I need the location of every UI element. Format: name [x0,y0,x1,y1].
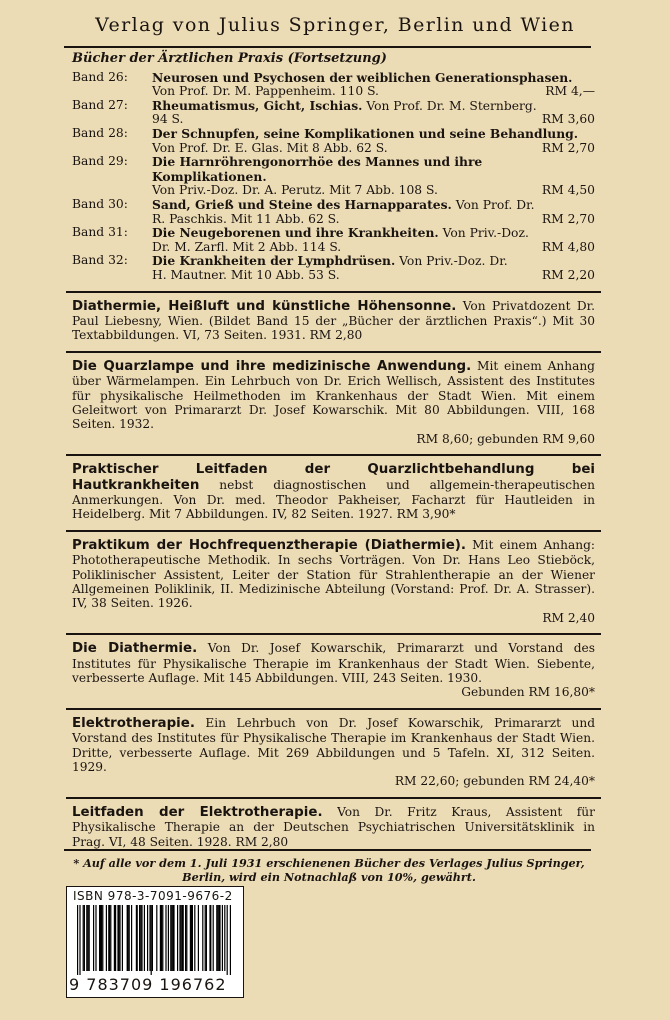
band-number: Band 29: [72,154,128,169]
barcode-bar [227,905,228,975]
barcode-bar [230,905,231,975]
barcode-bar [185,905,186,971]
barcode-bar [219,905,221,971]
band-body [152,99,595,127]
catalog-entry [72,716,595,789]
barcode-bar [222,905,223,971]
section-divider [66,454,601,456]
barcode-bar [190,905,191,971]
barcode-bar [117,905,119,971]
barcode-bar [93,905,94,971]
barcode-bar [156,905,157,971]
isbn-digits: 9 783709 196762 [69,975,227,994]
entry-title: Praktikum der Hochfrequenztherapie (Diathermie). [72,537,466,553]
barcode-icon [75,905,235,975]
barcode-bar [217,905,218,971]
band-price: RM 4,50 [541,183,595,198]
band-title: Der Schnupfen, seine Komplikationen und seine Behandlung. [152,125,579,141]
catalog-entry [72,462,595,522]
entry-text: Von Privatdozent Dr. Paul Liebesny, Wien. (Bildet Band 15 der „Bücher der ärztlichen Praxis“.) Mit 30 Textabbildungen. VI, 73 Seiten. 1931. RM 2,80 [72,298,595,343]
barcode-bar [160,905,161,971]
entry-title: Diathermie, Heißluft und künstliche Höhensonne. [72,298,457,314]
barcode-bar [77,905,78,975]
band-details: 94 S. [152,112,184,127]
band-body [152,155,595,198]
barcode-bar [115,905,116,971]
barcode-bar [205,905,206,971]
band-author-start: Von Prof. Dr. M. Sternberg. [362,98,537,113]
barcode-bar [95,905,96,971]
barcode-bar [101,905,102,971]
entry-title: Praktischer Leitfaden der Quarzlichtbehandlung bei Hautkrankheiten [72,462,595,493]
section-divider [66,530,601,532]
section-divider [66,291,601,293]
band-details: Von Priv.-Doz. Dr. A. Perutz. Mit 7 Abb. 108 S. [152,183,438,198]
band-item [72,254,595,282]
barcode-bar [119,905,120,971]
catalog-entry [72,805,595,849]
barcode-bar [179,905,180,971]
catalog-entry [72,299,595,343]
barcode-bar [182,905,184,971]
barcode-bar [206,905,207,971]
band-title: Die Harnröhrengonorrhöe des Mannes und ihre Komplikationen. [152,154,483,184]
barcode-bar [106,905,107,971]
barcode-bar [114,905,115,971]
band-item [72,99,595,127]
barcode-bar [108,905,110,971]
barcode-bar [161,905,162,971]
entry-text: Von Dr. Fritz Kraus, Assistent für Physikalische Therapie an der Deutschen Psychiatrischen Universitätsklinik in Prag. VI, 48 Seiten. 1928. RM 2,80 [72,804,595,849]
band-author-start: Von Priv.-Doz. [438,226,529,241]
barcode-bar [110,905,111,971]
barcode-bar [224,905,225,971]
entry-title: Die Diathermie. [72,641,198,657]
band-number: Band 32: [72,253,128,268]
entry-text: Mit einem Anhang über Wärmelampen. Ein Lehrbuch von Dr. Erich Wellisch, Assistent des Institutes für physikalische Heilmethoden im Krankenhaus der Stadt Wien. Mit einem Geleitwort von Primararzt Dr. Josef Kowarschik. Mit 80 Abbildungen. VIII, 168 Seiten. 1932. [72,358,595,432]
barcode-bar [171,905,172,971]
barcode-bar [99,905,101,971]
band-details: Von Prof. Dr. M. Pappenheim. 110 S. [152,84,379,99]
band-author-start: Von Prof. Dr. [451,197,535,212]
band-price: RM 2,70 [541,140,595,155]
band-body [152,226,595,254]
band-title: Neurosen und Psychosen der weiblichen Generationsphasen. [152,69,573,85]
entry-title: Leitfaden der Elektrotherapie. [72,804,323,820]
header-rule [64,46,591,48]
barcode-bar [209,905,211,971]
band-price: RM 4,80 [541,239,595,254]
entry-price: RM 22,60; gebunden RM 24,40* [394,774,595,789]
barcode-bar [140,905,141,971]
band-title: Rheumatismus, Gicht, Ischias. [152,97,363,113]
barcode-bar [131,905,132,971]
band-body [152,198,595,226]
barcode-bar [177,905,178,971]
entry-price: Gebunden RM 16,80* [461,685,595,700]
barcode-bar [87,905,88,971]
catalog-entry [72,359,595,446]
band-body [152,254,595,282]
band-price: RM 2,70 [541,211,595,226]
band-title: Sand, Grieß und Steine des Harnapparates. [152,196,452,212]
band-number: Band 26: [72,69,128,84]
barcode-bar [147,905,148,971]
entry-list [72,291,595,850]
band-item [72,155,595,198]
entry-text: Von Dr. Josef Kowarschik, Primararzt und Vorstand des Institutes für Physikalische Therapie im Krankenhaus der Stadt Wien. Siebente, verbesserte Auflage. Mit 145 Abbildungen. VIII, 243 Seiten. 1930. [72,641,595,686]
band-details: Dr. M. Zarfl. Mit 2 Abb. 114 S. [152,239,342,254]
entry-text: nebst diagnostischen und allgemein-therapeutischen Anmerkungen. Von Dr. med. Theodor Pakheiser, Facharzt für Hautleiden in Heidelberg. Mit 7 Abbildungen. IV, 82 Seiten. 1927. RM 3,90* [72,477,595,522]
barcode-bar [129,905,130,971]
footer-rule [64,849,591,851]
barcode-bar [84,905,85,971]
band-details: Von Prof. Dr. E. Glas. Mit 8 Abb. 62 S. [152,140,388,155]
entry-text: Mit einem Anhang: Phototherapeutische Methodik. In sechs Vorträgen. Von Dr. Hans Leo Stieböck, Poliklinischer Assistent, Leiter der Station für Strahlentherapie an der Wiener Allgemeinen Poliklinik, II. Medizinische Abteilung (Vorstand: Prof. Dr. A. Strasser). IV, 38 Seiten. 1926. [72,537,596,611]
footnote: * Auf alle vor dem 1. Juli 1931 erschienenen Bücher des Verlages Julius Springer, Berlin, wird ein Notnachlaß von 10%, gewährt. [73,856,585,884]
isbn-barcode-box [66,886,244,998]
series-title: Bücher der Ärztlichen Praxis (Fortsetzung) [72,51,387,66]
section-divider [66,351,601,353]
band-price: RM 3,60 [541,112,595,127]
barcode-bar [173,905,175,971]
barcode-bar [122,905,123,971]
band-details: R. Paschkis. Mit 11 Abb. 62 S. [152,211,340,226]
publisher-header: Verlag von Julius Springer, Berlin und Wien [95,14,575,36]
barcode-bar [181,905,182,971]
band-details: H. Mautner. Mit 10 Abb. 53 S. [152,267,340,282]
barcode-bar [151,905,152,975]
band-item [72,226,595,254]
section-divider [66,633,601,635]
entry-price: RM 8,60; gebunden RM 9,60 [416,431,595,446]
barcode-bar [168,905,169,971]
barcode-bar [79,905,80,975]
barcode-bar [83,905,84,971]
barcode-bar [141,905,142,971]
catalog-entry [72,538,595,625]
barcode-bar [139,905,140,971]
barcode-bar [216,905,217,971]
band-price: RM 4,— [545,84,595,99]
barcode-bar [86,905,87,971]
band-number: Band 28: [72,125,128,140]
band-body [152,127,595,155]
band-item [72,71,595,99]
entry-title: Die Quarzlampe und ihre medizinische Anwendung. [72,358,472,374]
catalog-content [72,52,595,849]
barcode-bar [152,905,153,971]
barcode-bar [198,905,199,971]
barcode-bar [186,905,187,971]
band-author-start: Von Priv.-Doz. Dr. [395,254,508,269]
barcode-bar [170,905,171,971]
entry-price: RM 2,40 [542,610,595,625]
barcode-bar [89,905,90,971]
band-number: Band 27: [72,97,128,112]
barcode-bar [127,905,129,971]
entry-text: Ein Lehrbuch von Dr. Josef Kowarschik, Primararzt und Vorstand des Institutes für Physikalische Therapie im Krankenhaus der Stadt Wien. Dritte, verbesserte Auflage. Mit 269 Abbildungen und 5 Tafeln. XI, 312 Seiten. 1929. [72,715,595,775]
barcode-bar [202,905,203,971]
barcode-bar [149,905,150,971]
section-divider [66,708,601,710]
entry-title: Elektrotherapie. [72,715,195,731]
section-divider [66,797,601,799]
band-item [72,127,595,155]
barcode-bar [162,905,163,971]
catalog-entry [72,641,595,700]
barcode-bar [191,905,193,971]
band-body [152,71,595,99]
band-number: Band 31: [72,225,128,240]
band-title: Die Neugeborenen und ihre Krankheiten. [152,225,439,241]
barcode-bar [102,905,103,971]
band-list [72,71,595,283]
barcode-bar [144,905,145,971]
barcode-bar [165,905,166,971]
band-price: RM 2,20 [541,267,595,282]
band-number: Band 30: [72,196,128,211]
barcode-bar [136,905,138,971]
band-title: Die Krankheiten der Lymphdrüsen. [152,253,396,269]
isbn-label: ISBN 978-3-7091-9676-2 [73,889,233,903]
barcode-bar [213,905,214,971]
barcode-bar [194,905,195,971]
band-item [72,198,595,226]
